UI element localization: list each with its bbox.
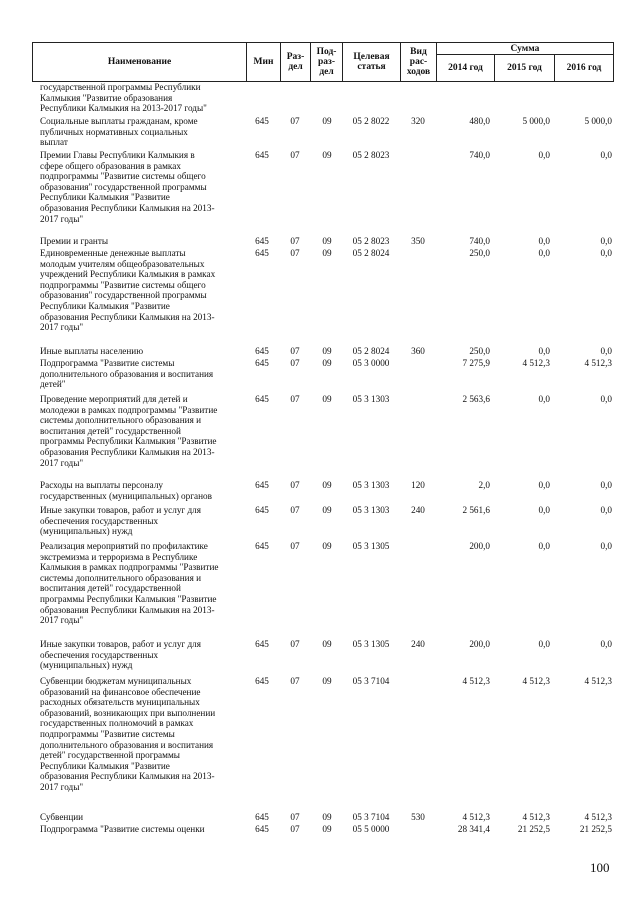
row-2014: 4 512,3 [462, 676, 490, 686]
header-vid [400, 43, 436, 81]
table-row [0, 346, 640, 358]
page-number: 100 [590, 860, 610, 875]
row-celevaya: 05 3 1303 [352, 480, 390, 490]
row-2014: 740,0 [469, 150, 490, 160]
header-min-label: Мин [253, 57, 274, 67]
row-vid: 360 [411, 346, 425, 356]
row-min: 645 [255, 248, 269, 258]
row-2014: 250,0 [469, 248, 490, 258]
row-2016: 0,0 [600, 480, 612, 490]
row-2016: 0,0 [600, 394, 612, 404]
row-podrazdel: 09 [322, 505, 332, 515]
row-min: 645 [255, 480, 269, 490]
header-2014 [436, 55, 494, 81]
row-2016: 0,0 [600, 346, 612, 356]
row-celevaya: 05 5 0000 [352, 824, 390, 834]
row-2014: 740,0 [469, 236, 490, 246]
row-2016: 0,0 [600, 236, 612, 246]
row-min: 645 [255, 639, 269, 649]
row-name: Подпрограмма "Развитие системы оценки [40, 824, 205, 834]
header-podrazdel [310, 43, 342, 81]
row-podrazdel: 09 [322, 480, 332, 490]
table-row [0, 358, 640, 394]
row-razdel: 07 [290, 505, 300, 515]
row-razdel: 07 [290, 116, 300, 126]
header-summa-label: Сумма [510, 44, 540, 54]
header-min [246, 43, 280, 81]
row-2015: 0,0 [538, 236, 550, 246]
row-2014: 250,0 [469, 346, 490, 356]
row-name: Иные выплаты населению [40, 346, 144, 356]
table-row [0, 394, 640, 480]
header-2014-label: 2014 год [448, 63, 483, 73]
row-name: Единовременные денежные выплаты молодым учителям общеобразовательных учреждений Республики Калмыкия в рамках подпрограммы "Развитие системы общего образования" государственной программы Республики Калмыкия "Развитие образования Республики Калмыкия на 2013- 2017 годы" [40, 248, 216, 333]
row-vid: 240 [411, 639, 425, 649]
row-celevaya: 05 2 8024 [352, 248, 390, 258]
row-2016: 0,0 [600, 505, 612, 515]
table-row [0, 824, 640, 836]
row-name: Социальные выплаты гражданам, кроме публичных нормативных социальных выплат [40, 116, 198, 148]
row-podrazdel: 09 [322, 116, 332, 126]
row-celevaya: 05 2 8022 [352, 116, 390, 126]
header-name-label: Наименование [107, 57, 172, 67]
header-razdel-label: Раз- дел [286, 52, 305, 72]
table-row [0, 116, 640, 150]
row-vid: 120 [411, 480, 425, 490]
row-celevaya: 05 3 1303 [352, 394, 390, 404]
row-name: Субвенции [40, 812, 84, 822]
table-header [32, 42, 614, 82]
row-podrazdel: 09 [322, 812, 332, 822]
table-row [0, 676, 640, 812]
table-body [0, 82, 640, 836]
row-name: Иные закупки товаров, работ и услуг для обеспечения государственных (муниципальных) нужд [40, 639, 201, 671]
row-min: 645 [255, 824, 269, 834]
header-2016-label: 2016 год [566, 63, 602, 73]
row-name: Реализация мероприятий по профилактике экстремизма и терроризма в Республике Калмыкия в рамках подпрограммы "Развитие системы дополнительного образования и воспитания детей" государственной программы Республики Калмыкия "Развитие образования Республики Калмыкия на 2013- 2017 годы" [40, 541, 219, 626]
row-name: Премии Главы Республики Калмыкия в сфере общего образования в рамках подпрограммы "Развитие системы общего образования" государственной программы Республики Калмыкия "Развитие образования Республики Калмыкия на 2013- 2017 годы" [40, 150, 215, 224]
row-min: 645 [255, 394, 269, 404]
row-min: 645 [255, 346, 269, 356]
row-razdel: 07 [290, 676, 300, 686]
row-2015: 0,0 [538, 541, 550, 551]
row-2015: 4 512,3 [522, 812, 550, 822]
table-row [0, 248, 640, 346]
row-celevaya: 05 2 8023 [352, 150, 390, 160]
row-podrazdel: 09 [322, 394, 332, 404]
row-2015: 0,0 [538, 639, 550, 649]
row-2014: 480,0 [469, 116, 490, 126]
table-row [0, 150, 640, 236]
row-razdel: 07 [290, 824, 300, 834]
row-2015: 0,0 [538, 248, 550, 258]
header-razdel [280, 43, 310, 81]
row-celevaya: 05 2 8023 [352, 236, 390, 246]
row-2015: 21 252,5 [517, 824, 550, 834]
row-podrazdel: 09 [322, 358, 332, 368]
row-razdel: 07 [290, 150, 300, 160]
row-vid: 320 [411, 116, 425, 126]
row-name: Подпрограмма "Развитие системы дополнительного образования и воспитания детей" [40, 358, 214, 390]
row-min: 645 [255, 812, 269, 822]
row-2015: 0,0 [538, 505, 550, 515]
row-razdel: 07 [290, 639, 300, 649]
row-name: Расходы на выплаты персоналу государственных (муниципальных) органов [40, 480, 212, 501]
row-celevaya: 05 3 1305 [352, 639, 390, 649]
row-2014: 2 563,6 [462, 394, 490, 404]
row-min: 645 [255, 358, 269, 368]
row-name: Иные закупки товаров, работ и услуг для обеспечения государственных (муниципальных) нужд [40, 505, 201, 537]
header-2015 [494, 55, 554, 81]
row-2016: 5 000,0 [584, 116, 612, 126]
row-podrazdel: 09 [322, 676, 332, 686]
row-2015: 4 512,3 [522, 358, 550, 368]
row-razdel: 07 [290, 812, 300, 822]
row-min: 645 [255, 116, 269, 126]
row-2014: 200,0 [469, 639, 490, 649]
row-2014: 2,0 [478, 480, 490, 490]
row-podrazdel: 09 [322, 346, 332, 356]
row-min: 645 [255, 505, 269, 515]
row-razdel: 07 [290, 480, 300, 490]
table-row [0, 505, 640, 541]
table-row [0, 812, 640, 824]
row-celevaya: 05 2 8024 [352, 346, 390, 356]
table-row [0, 639, 640, 676]
row-vid: 240 [411, 505, 425, 515]
row-vid: 350 [411, 236, 425, 246]
row-razdel: 07 [290, 394, 300, 404]
row-2016: 0,0 [600, 639, 612, 649]
header-summa [436, 43, 614, 55]
row-name: Субвенции бюджетам муниципальных образований на финансовое обеспечение расходных обязательств муниципальных образований, возникающих при выполнении государственных полномочий в рамках подпрограммы "Развитие системы дополнительного образования и воспитания детей" государственной программы Республики Калмыкия "Развитие образования Республики Калмыкия на 2013- 2017 годы" [40, 676, 216, 792]
row-celevaya: 05 3 1305 [352, 541, 390, 551]
row-vid: 530 [411, 812, 425, 822]
row-razdel: 07 [290, 236, 300, 246]
row-2016: 4 512,3 [584, 358, 612, 368]
row-celevaya: 05 3 7104 [352, 812, 390, 822]
header-2016 [554, 55, 614, 81]
row-2014: 28 341,4 [457, 824, 490, 834]
header-podrazdel-label: Под- раз- дел [316, 47, 337, 77]
row-name: Премии и гранты [40, 236, 109, 246]
row-celevaya: 05 3 7104 [352, 676, 390, 686]
table-row [0, 82, 640, 116]
row-2015: 4 512,3 [522, 676, 550, 686]
table-row [0, 541, 640, 639]
row-2016: 0,0 [600, 150, 612, 160]
header-name [32, 43, 246, 81]
row-name: Проведение мероприятий для детей и молодежи в рамках подпрограммы "Развитие системы дополнительного образования и воспитания детей" государственной программы Республики Калмыкия "Развитие образования Республики Калмыкия на 2013- 2017 годы" [40, 394, 218, 468]
table-row [0, 480, 640, 505]
row-podrazdel: 09 [322, 150, 332, 160]
row-name: государственной программы Республики Калмыкия "Развитие образования Республики Калмыкия на 2013-2017 годы" [40, 82, 207, 114]
row-2016: 0,0 [600, 541, 612, 551]
table-row [0, 236, 640, 248]
row-razdel: 07 [290, 358, 300, 368]
row-celevaya: 05 3 1303 [352, 505, 390, 515]
row-2015: 0,0 [538, 480, 550, 490]
row-podrazdel: 09 [322, 541, 332, 551]
row-2014: 4 512,3 [462, 812, 490, 822]
row-2015: 0,0 [538, 150, 550, 160]
row-min: 645 [255, 150, 269, 160]
row-2016: 4 512,3 [584, 676, 612, 686]
row-2015: 0,0 [538, 346, 550, 356]
row-min: 645 [255, 676, 269, 686]
row-podrazdel: 09 [322, 639, 332, 649]
row-podrazdel: 09 [322, 248, 332, 258]
header-celevaya-label: Целевая статья [353, 52, 390, 72]
header-2015-label: 2015 год [507, 63, 542, 73]
row-2016: 21 252,5 [579, 824, 612, 834]
row-razdel: 07 [290, 541, 300, 551]
row-2016: 0,0 [600, 248, 612, 258]
row-2014: 2 561,6 [462, 505, 490, 515]
header-vid-label: Вид рас- ходов [406, 47, 431, 77]
row-celevaya: 05 3 0000 [352, 358, 390, 368]
row-2016: 4 512,3 [584, 812, 612, 822]
row-razdel: 07 [290, 346, 300, 356]
row-min: 645 [255, 541, 269, 551]
row-2014: 200,0 [469, 541, 490, 551]
row-2015: 5 000,0 [522, 116, 550, 126]
row-razdel: 07 [290, 248, 300, 258]
row-2014: 7 275,9 [462, 358, 490, 368]
row-podrazdel: 09 [322, 824, 332, 834]
row-2015: 0,0 [538, 394, 550, 404]
row-podrazdel: 09 [322, 236, 332, 246]
header-celevaya [342, 43, 400, 81]
row-min: 645 [255, 236, 269, 246]
